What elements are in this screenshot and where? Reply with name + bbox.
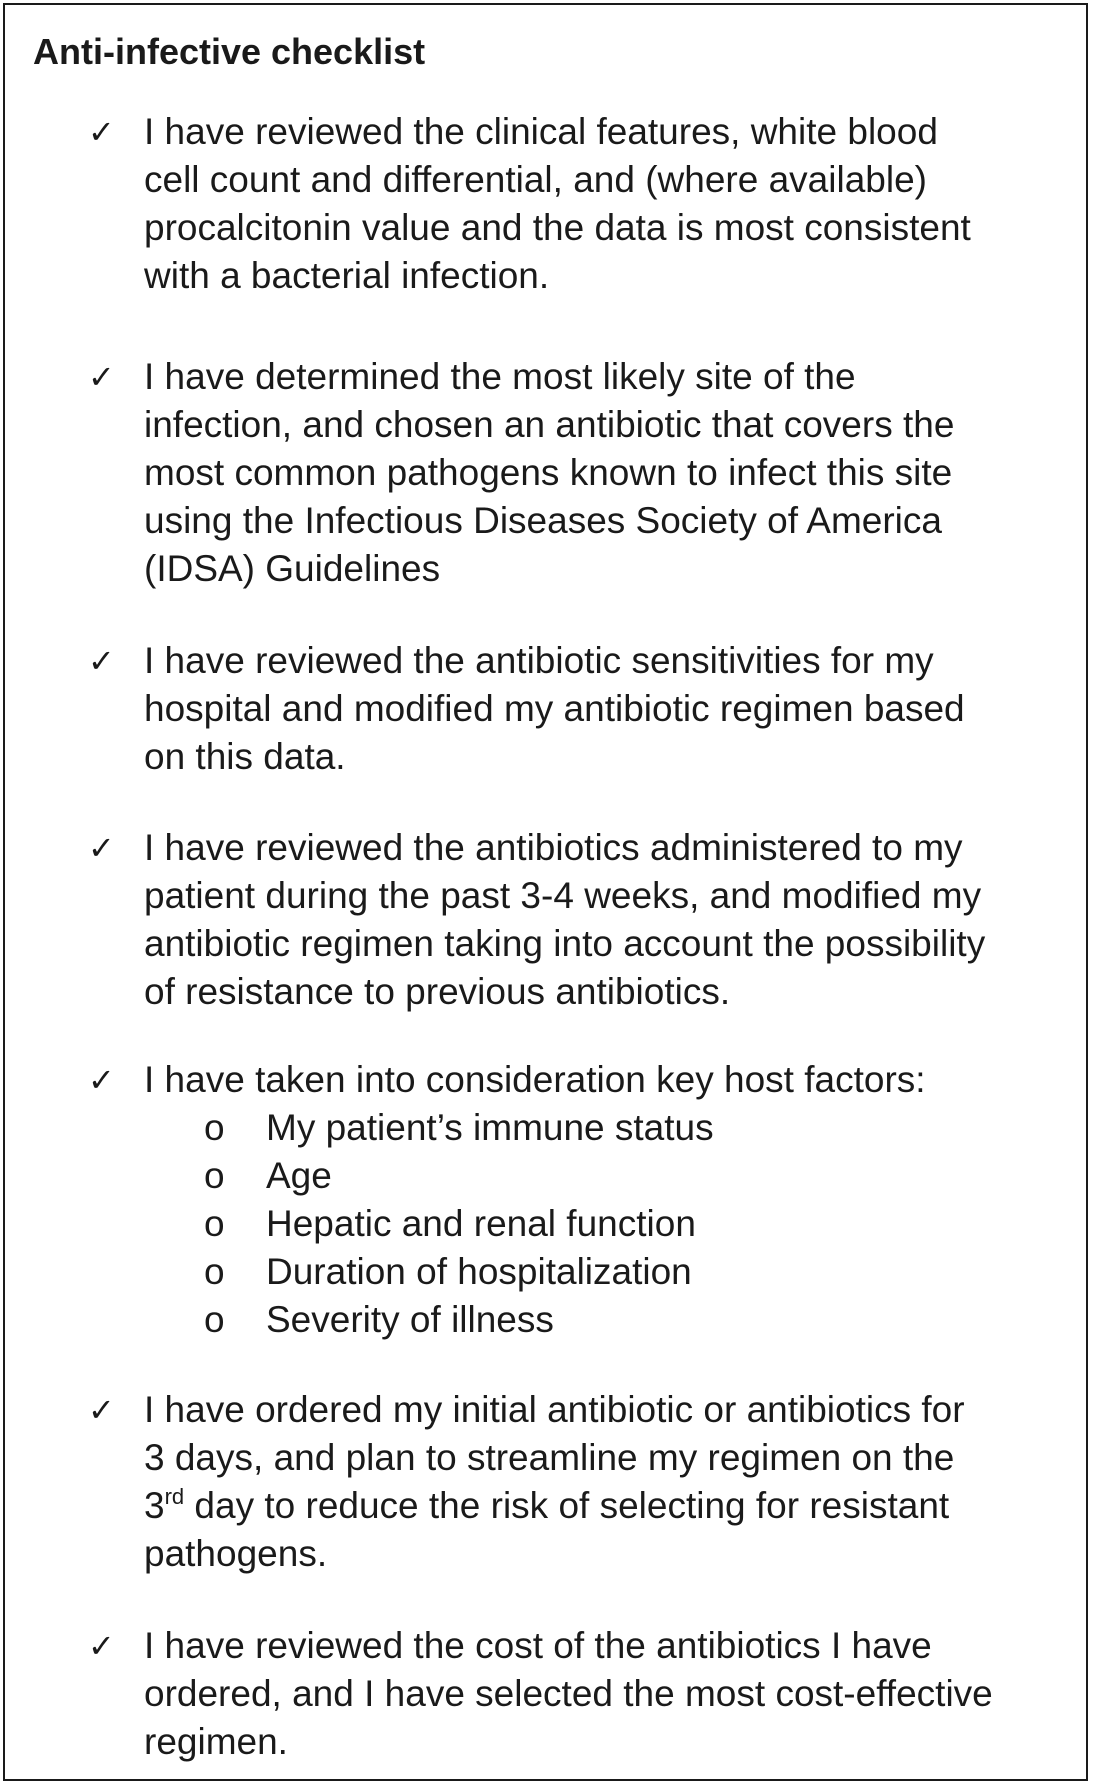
check-icon: ✓ [88,1627,115,1665]
text-line: (IDSA) Guidelines [144,548,441,589]
checklist-item-text [144,1386,1079,1578]
check-icon: ✓ [88,1061,115,1099]
text-line: I have reviewed the antibiotics administered to my [144,827,963,868]
text-line: regimen. [144,1721,288,1762]
check-icon: ✓ [88,358,115,396]
checklist-item-text [144,637,1079,781]
checklist-item-text [144,1622,1079,1766]
checklist-title: Anti-infective checklist [33,31,426,72]
text-line: of resistance to previous antibiotics. [144,971,731,1012]
text-line: on this data. [144,736,346,777]
checklist-item-text [144,824,1079,1016]
text-line: I have reviewed the cost of the antibiotics I have [144,1625,932,1666]
text-line: I have reviewed the antibiotic sensitivities for my [144,640,934,681]
check-icon: ✓ [88,642,115,680]
sub-item-label: Duration of hospitalization [266,1251,692,1292]
sub-item-label: My patient’s immune status [266,1107,714,1148]
text-line: ordered, and I have selected the most cost-effective [144,1673,993,1714]
checklist-item-text [144,1056,1079,1104]
text-line: I have ordered my initial antibiotic or antibiotics for [144,1389,965,1430]
sub-item-label: Hepatic and renal function [266,1203,696,1244]
text-line: with a bacterial infection. [144,255,550,296]
text-line: procalcitonin value and the data is most consistent [144,207,971,248]
text-line: most common pathogens known to infect this site [144,452,953,493]
text-line: hospital and modified my antibiotic regimen based [144,688,965,729]
text-line: patient during the past 3-4 weeks, and modified my [144,875,982,916]
text-line: I have taken into consideration key host factors: [144,1059,926,1100]
text-line: using the Infectious Diseases Society of America [144,500,942,541]
text-line: pathogens. [144,1533,328,1574]
ordinal-line-rest: day to reduce the risk of selecting for resistant [184,1485,950,1526]
sub-item-label: Age [266,1155,332,1196]
text-line: antibiotic regimen taking into account the possibility [144,923,986,964]
sub-bullet: o [204,1155,225,1196]
text-line-ordinal [144,1482,1079,1530]
sub-bullet: o [204,1203,225,1244]
text-line: I have reviewed the clinical features, white blood [144,111,938,152]
check-icon: ✓ [88,113,115,151]
text-line: infection, and chosen an antibiotic that covers the [144,404,955,445]
ordinal-suffix: rd [164,1484,185,1509]
sub-bullet: o [204,1299,225,1340]
checklist-item-text [144,353,1079,593]
sub-bullet: o [204,1251,225,1292]
checklist-item-text [144,108,1079,300]
ordinal-number: 3 [144,1485,165,1526]
sub-item-label: Severity of illness [266,1299,554,1340]
check-icon: ✓ [88,829,115,867]
text-line: 3 days, and plan to streamline my regimen on the [144,1437,955,1478]
text-line: cell count and differential, and (where available) [144,159,927,200]
text-line: I have determined the most likely site of the [144,356,856,397]
check-icon: ✓ [88,1391,115,1429]
sub-bullet: o [204,1107,225,1148]
